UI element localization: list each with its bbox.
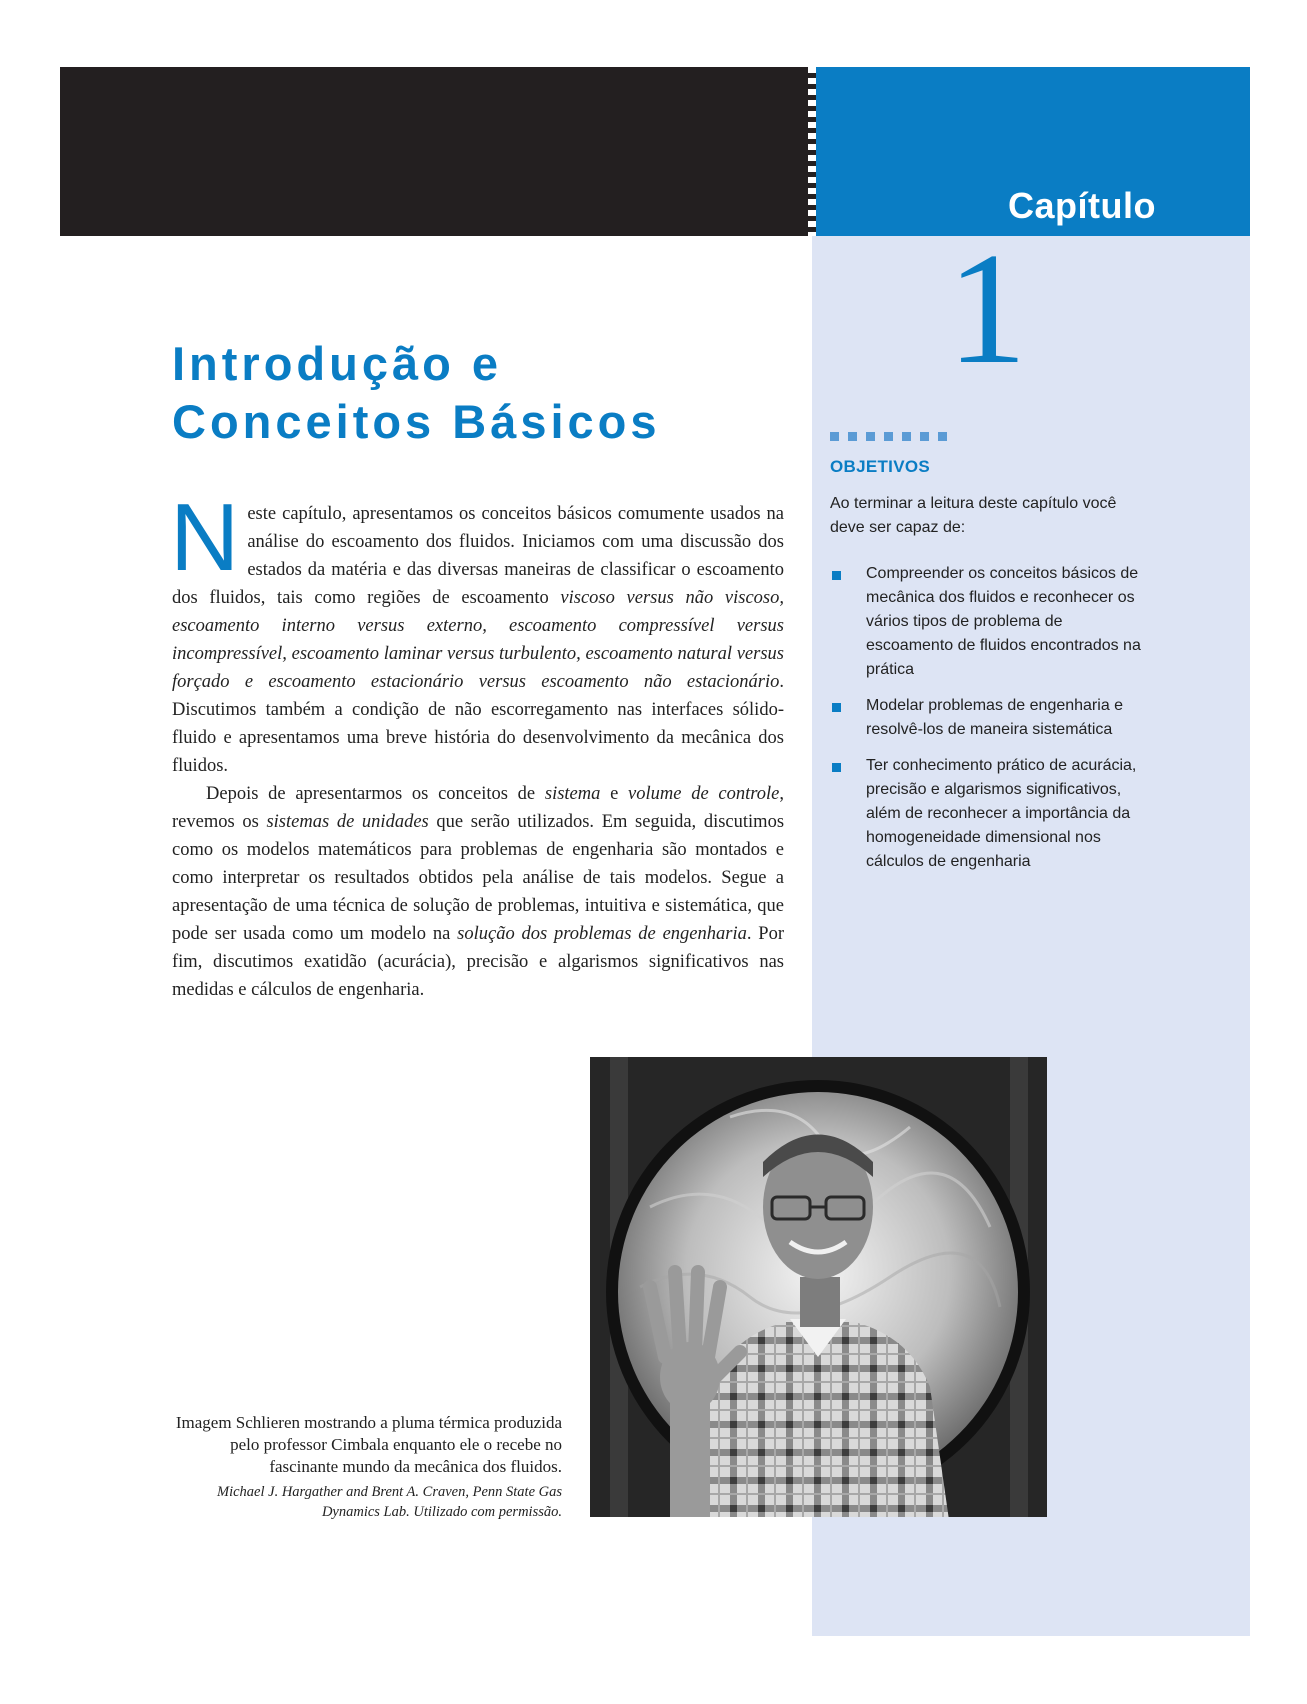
chapter-label: Capítulo	[1008, 185, 1156, 226]
intro-text-run: este capítulo, apresentamos os conceitos básicos comumente usados na análise do escoamento dos fluidos. Iniciamos com uma discussão dos estados da matéria e das diversas maneiras de classificar o escoamento dos fluidos, tais como regiões de escoamento	[172, 504, 784, 608]
objective-item	[830, 562, 1150, 682]
caption-text: Imagem Schlieren mostrando a pluma térmica produzida pelo professor Cimbala enquanto ele o recebe no fascinante mundo da mecânica dos fluidos.	[175, 1413, 562, 1476]
objective-text: Ter conhecimento prático de acurácia, precisão e algarismos significativos, além de reconhecer a importância da homogeneidade dimensional nos cálculos de engenharia	[866, 757, 1137, 870]
dotted-divider	[830, 432, 947, 441]
intro-paragraph	[172, 780, 784, 1004]
intro-italic-run: viscoso versus não viscoso, escoamento interno versus externo, escoamento compressível versus incompressível, escoamento laminar versus turbulento, escoamento natural versus forçado e escoamento estacionário versus escoamento não estacionário	[172, 588, 784, 692]
header-perforation	[808, 67, 816, 236]
objective-item	[830, 754, 1150, 874]
square-bullet-icon	[832, 703, 841, 712]
chapter-number: 1	[947, 219, 1027, 397]
intro-italic-run: sistema	[544, 784, 601, 804]
drop-cap: N	[170, 484, 240, 591]
intro-text-run: , revemos os	[172, 784, 784, 832]
intro-italic-run: solução dos problemas de engenharia	[457, 924, 747, 944]
caption-credit: Michael J. Hargather and Brent A. Craven, Penn State Gas Dynamics Lab. Utilizado com permissão.	[217, 1484, 562, 1520]
schlieren-photo	[590, 1057, 1047, 1517]
chapter-title	[172, 335, 792, 451]
intro-text-run: . Discutimos também a condição de não escorregamento nas interfaces sólido-fluido e apresentamos uma breve história do desenvolvimento da mecânica dos fluidos.	[172, 672, 784, 776]
header-black-bar	[60, 67, 812, 236]
chapter-title-line: Introdução e	[172, 337, 503, 390]
intro-text	[170, 484, 785, 1004]
intro-paragraph	[170, 484, 784, 780]
intro-italic-run: sistemas de unidades	[266, 812, 429, 832]
chapter-title-line: Conceitos Básicos	[172, 395, 661, 448]
intro-text-run: e	[600, 784, 629, 804]
square-bullet-icon	[832, 571, 841, 580]
photo-caption	[172, 1412, 562, 1522]
intro-text-run: . Por fim, discutimos exatidão (acurácia), precisão e algarismos significativos nas medidas e cálculos de engenharia.	[172, 924, 784, 1000]
intro-text-run: Depois de apresentarmos os conceitos de	[206, 784, 545, 804]
intro-text-run: que serão utilizados. Em seguida, discutimos como os modelos matemáticos para problemas de engenharia são montados e como interpretar os resultados obtidos pela análise de tais modelos. Segue a apresentação de uma técnica de solução de problemas, intuitiva e sistemática, que pode ser usada como um modelo na	[172, 812, 785, 944]
objectives-intro: Ao terminar a leitura deste capítulo você deve ser capaz de:	[830, 495, 1117, 536]
objectives-list	[830, 562, 1150, 886]
intro-italic-run: volume de controle	[628, 784, 780, 804]
schlieren-photo-image	[590, 1057, 1047, 1517]
objectives-heading: OBJETIVOS	[830, 457, 931, 476]
objective-text: Modelar problemas de engenharia e resolvê-los de maneira sistemática	[866, 697, 1124, 738]
square-bullet-icon	[832, 763, 841, 772]
objective-item	[830, 694, 1150, 742]
objective-text: Compreender os conceitos básicos de mecânica dos fluidos e reconhecer os vários tipos de problema de escoamento de fluidos encontrados na prática	[866, 565, 1141, 678]
